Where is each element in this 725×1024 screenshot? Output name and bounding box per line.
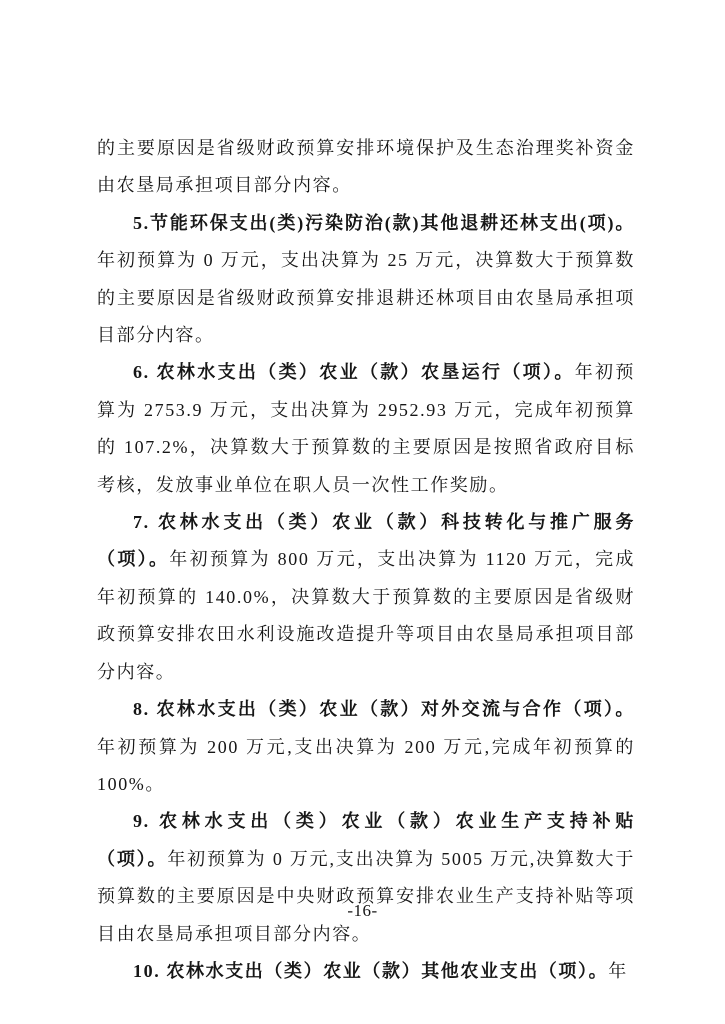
paragraph-section-8 xyxy=(97,691,635,803)
section-heading: 6. 农林水支出（类）农业（款）农垦运行（项）。 xyxy=(133,362,575,383)
paragraph-text: 年初预算为 0 万元，支出决算为 25 万元，决算数大于预算数的主要原因是省级财政预算安排退耕还林项目由农垦局承担项目部分内容。 xyxy=(97,250,635,346)
paragraph-text: 年初预算为 2753.9 万元，支出决算为 2952.93 万元，完成年初预算的 107.2%，决算数大于预算数的主要原因是按照省政府目标考核，发放事业单位在职人员一次性工作奖励。 xyxy=(97,362,635,495)
paragraph-section-5 xyxy=(97,205,635,355)
section-heading: 5.节能环保支出(类)污染防治(款)其他退耕还林支出(项)。 xyxy=(133,212,635,233)
paragraph-continuation xyxy=(97,130,635,205)
section-heading: 8. 农林水支出（类）农业（款）对外交流与合作（项）。 xyxy=(133,699,635,720)
page-number: -16- xyxy=(347,901,378,920)
paragraph-section-7 xyxy=(97,504,635,691)
paragraph-text: 年 xyxy=(608,960,628,981)
section-heading: 10. 农林水支出（类）农业（款）其他农业支出（项）。 xyxy=(133,960,609,981)
paragraph-section-10 xyxy=(97,953,635,990)
paragraph-text: 年初预算为 200 万元,支出决算为 200 万元,完成年初预算的 100%。 xyxy=(97,736,635,794)
document-body xyxy=(97,130,635,990)
paragraph-section-9 xyxy=(97,803,635,953)
paragraph-text: 的主要原因是省级财政预算安排环境保护及生态治理奖补资金由农垦局承担项目部分内容。 xyxy=(97,138,635,196)
paragraph-section-6 xyxy=(97,354,635,504)
paragraph-text: 年初预算为 800 万元，支出决算为 1120 万元，完成年初预算的 140.0%，决算数大于预算数的主要原因是省级财政预算安排农田水利设施改造提升等项目由农垦局承担项目部分内容。 xyxy=(97,549,635,682)
section-heading: 7. 农林水支出（类）农业（款）科技转化与推广服务（项）。 xyxy=(97,512,635,570)
paragraph-text: 年初预算为 0 万元,支出决算为 5005 万元,决算数大于预算数的主要原因是中央财政预算安排农业生产支持补贴等项目由农垦局承担项目部分内容。 xyxy=(97,848,635,944)
section-heading: 9. 农林水支出（类）农业（款）农业生产支持补贴（项）。 xyxy=(97,811,635,869)
